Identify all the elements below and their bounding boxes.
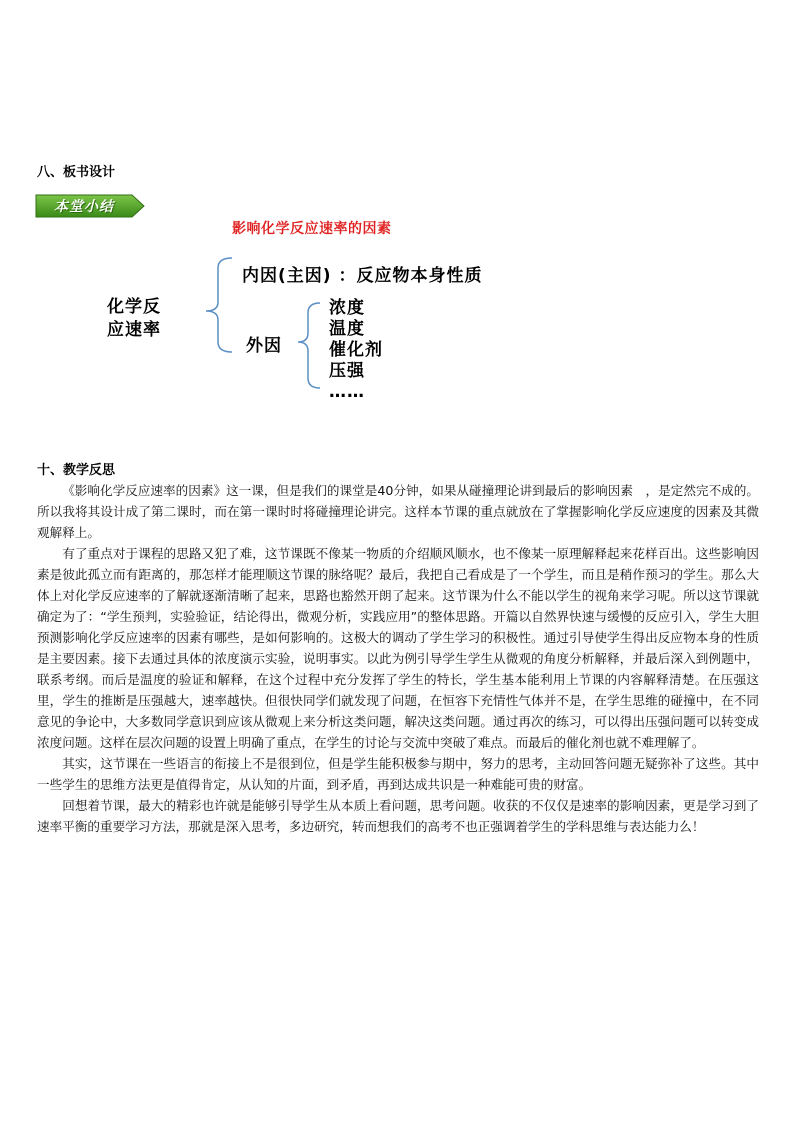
summary-badge-label: 本堂小结 (54, 199, 114, 215)
factor-concentration: 浓度 (329, 298, 365, 318)
factor-temperature: 温度 (329, 319, 365, 339)
external-factor-list (329, 298, 383, 403)
paragraph: 回想着节课，最大的精彩也许就是能够引导学生从本质上看问题，思考问题。收获的不仅仅是速率的影响因素，更是学习到了速率平衡的重要学习方法，那就是深入思考，多边研究，转而想我们的高考不也正强调着学生的学科思维与表达能力么！ (37, 798, 759, 834)
section-8-heading: 八、板书设计 (37, 165, 116, 180)
root-label-line2: 应速率 (107, 320, 161, 340)
teaching-reflection (37, 480, 759, 837)
internal-factor: 内因(主因) ：反应物本身性质 (242, 266, 483, 286)
paragraph: 有了重点对于课程的思路又犯了难，这节课既不像某一物质的介绍顺风顺水，也不像某一原理解释起来花样百出。这些影响因素是彼此孤立而有距离的，那怎样才能理顺这节课的脉络呢？最后，我把自己看成是了一个学生，而且是稍作预习的学生。那么大体上对化学反应速率的了解就逐渐清晰了起来，思路也豁然开朗了起来。这节课为什么不能以学生的视角来学习呢。所以这节课就确定为了：“学生预判，实验验证，结论得出，微观分析，实践应用”的整体思路。开篇以自然界快速与缓慢的反应引入，学生大胆预测影响化学反应速率的因素有哪些，是如何影响的。这极大的调动了学生学习的积极性。通过引导使学生得出反应物本身的性质是主要因素。接下去通过具体的浓度演示实验，说明事实。以此为例引导学生学生从微观的角度分析解释，并最后深入到例题中，联系考纲。而后是温度的验证和解释，在这个过程中充分发挥了学生的特长，学生基本能利用上节课的内容解释清楚。在压强这里，学生的推断是压强越大，速率越快。但很快同学们就发现了问题，在恒容下充情性气体并不是，在学生思维的碰撞中，在不同意见的争论中，大多数同学意识到应该从微观上来分析这类问题，解决这类问题。通过再次的练习，可以得出压强问题可以转变成浓度问题。这样在层次问题的设置上明确了重点，在学生的讨论与交流中突破了难点。而最后的催化剂也就不难理解了。 (37, 546, 759, 750)
section-10-heading: 十、教学反思 (37, 463, 116, 478)
external-bracket (298, 303, 320, 388)
paragraph: 其实，这节课在一些语言的衔接上不是很到位，但是学生能积极参与期中，努力的思考，主动回答问题无疑弥补了这些。其中一些学生的思维方法更是值得肯定，从认知的片面，到矛盾，再到达成共识是一种难能可贵的财富。 (37, 756, 759, 792)
mind-map-brackets (0, 0, 794, 420)
root-label-line1: 化学反 (107, 297, 161, 317)
external-factor: 外因 (246, 336, 282, 356)
paragraph: 《影响化学反应速率的因素》这一课，但是我们的课堂是40分钟，如果从碰撞理论讲到最后的影响因素 ，是定然完不成的。所以我将其设计成了第二课时，而在第一课时时将碰撞理论讲完。这样本节课的重点就放在了掌握影响化学反应速度的因素及其微观解释上。 (37, 483, 759, 540)
factor-catalyst: 催化剂 (329, 340, 383, 360)
diagram-title: 影响化学反应速率的因素 (232, 221, 392, 237)
main-bracket (206, 258, 232, 352)
factor-pressure: 压强 (329, 361, 365, 381)
factor-ellipsis: …… (329, 382, 365, 402)
